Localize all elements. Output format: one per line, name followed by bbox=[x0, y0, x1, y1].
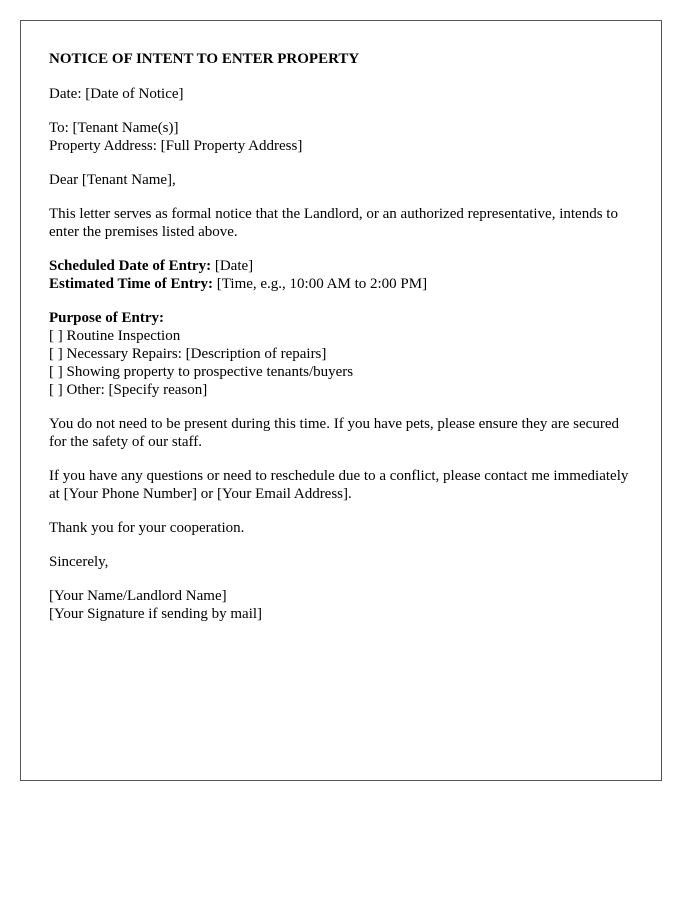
purpose-option: [ ] Showing property to prospective tenants/buyers bbox=[49, 364, 354, 380]
scheduled-value: [Date] bbox=[211, 258, 254, 274]
salutation: Dear [Tenant Name], bbox=[49, 172, 176, 188]
document-page bbox=[20, 20, 662, 781]
estimated-label: Estimated Time of Entry: bbox=[49, 276, 214, 292]
signature-block bbox=[49, 587, 632, 623]
purpose-section bbox=[49, 309, 632, 399]
scheduled-label: Scheduled Date of Entry: bbox=[49, 258, 212, 274]
intro-paragraph: This letter serves as formal notice that the Landlord, or an authorized representative, intends to enter the premises listed above. bbox=[49, 206, 618, 240]
purpose-label: Purpose of Entry: bbox=[49, 310, 164, 326]
entry-details bbox=[49, 257, 632, 293]
signature-name: [Your Name/Landlord Name] bbox=[49, 588, 227, 604]
closing-line: Sincerely, bbox=[49, 554, 109, 570]
to-line: To: [Tenant Name(s)] bbox=[49, 120, 179, 136]
date-line: Date: [Date of Notice] bbox=[49, 86, 184, 102]
estimated-value: [Time, e.g., 10:00 AM to 2:00 PM] bbox=[213, 276, 428, 292]
address-line: Property Address: [Full Property Address] bbox=[49, 138, 303, 154]
thanks-line: Thank you for your cooperation. bbox=[49, 520, 245, 536]
contact-paragraph: If you have any questions or need to reschedule due to a conflict, please contact me immediately at [Your Phone Number] or [Your Email Address]. bbox=[49, 468, 629, 502]
purpose-option: [ ] Necessary Repairs: [Description of repairs] bbox=[49, 346, 327, 362]
purpose-option: [ ] Routine Inspection bbox=[49, 328, 181, 344]
purpose-option: [ ] Other: [Specify reason] bbox=[49, 382, 208, 398]
signature-note: [Your Signature if sending by mail] bbox=[49, 606, 263, 622]
presence-paragraph: You do not need to be present during this time. If you have pets, please ensure they are secured for the safety of our staff. bbox=[49, 416, 619, 450]
recipient-block bbox=[49, 119, 632, 155]
document-title: NOTICE OF INTENT TO ENTER PROPERTY bbox=[49, 51, 360, 67]
